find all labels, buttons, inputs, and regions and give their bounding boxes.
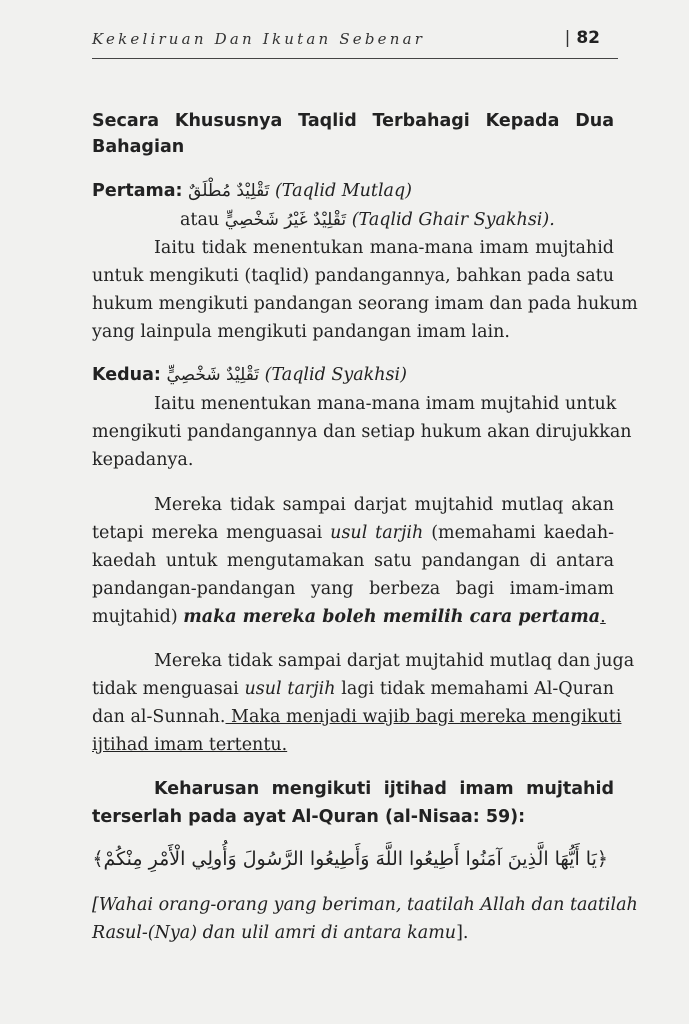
pertama-transliteration: (Taqlid Mutlaq) xyxy=(274,181,413,201)
section-heading-line2: Bahagian xyxy=(92,137,185,157)
header-title: Kekeliruan Dan Ikutan Sebenar xyxy=(92,30,426,48)
para2-line2 xyxy=(92,681,614,699)
para1-line4: pandangan-pandangan yang berbeza bagi imam-imam xyxy=(92,579,614,599)
para2-line3 xyxy=(92,709,621,727)
page-number-value: 82 xyxy=(576,28,600,48)
para1-usul-tarjih: usul tarjih xyxy=(330,523,424,543)
para2-line3-a: dan al-Sunnah. xyxy=(92,707,226,727)
pertama-text-line3: hukum mengikuti pandangan seorang imam dan pada hukum xyxy=(92,294,638,314)
kedua-text-line2: mengikuti pandangannya dan setiap hukum akan dirujukkan xyxy=(92,422,632,442)
para1-line5-a: mujtahid) xyxy=(92,607,184,627)
atau-row xyxy=(180,212,555,230)
para2-underlined-start: Maka menjadi wajib bagi mereka mengikuti xyxy=(225,707,622,727)
kedua-text-line3: kepadanya. xyxy=(92,450,194,470)
pertama-row xyxy=(92,183,412,201)
para1-emphasis: maka mereka boleh memilih cara pertama xyxy=(183,607,601,627)
header-separator: | xyxy=(564,28,571,48)
para1-line2-a: tetapi mereka menguasai xyxy=(92,523,331,543)
running-header xyxy=(92,28,618,59)
atau-word: atau xyxy=(180,210,220,230)
translation-line1: [Wahai orang-orang yang beriman, taatilah Allah dan taatilah xyxy=(92,895,638,915)
keharusan-line2: terserlah pada ayat Al-Quran (al-Nisaa: 59): xyxy=(92,807,526,827)
para2-line4: ijtihad imam tertentu. xyxy=(92,735,288,755)
para1-line5-c: . xyxy=(600,607,606,627)
kedua-label: Kedua: xyxy=(92,365,161,385)
pertama-text-line4: yang lainpula mengikuti pandangan imam lain. xyxy=(92,322,510,342)
keharusan-line1: Keharusan mengikuti ijtihad imam mujtahid xyxy=(154,779,614,799)
pertama-arabic: تَقْلِيْدٌ مُطْلَقٌ xyxy=(188,181,270,201)
para2-line2-c: lagi tidak memahami Al-Quran xyxy=(335,679,614,699)
para1-line3: kaedah untuk mengutamakan satu pandangan di antara xyxy=(92,551,614,571)
para1-line2 xyxy=(92,525,614,543)
para1-line5 xyxy=(92,609,606,627)
para2-line1: Mereka tidak sampai darjat mujtahid mutlaq dan juga xyxy=(154,651,635,671)
pertama-arabic-alt: تَقْلِيْدٌ غَيْرُ شَخْصِيٍّ xyxy=(224,210,347,230)
pertama-text-line2: untuk mengikuti (taqlid) pandangannya, bahkan pada satu xyxy=(92,266,614,286)
para1-line2-c: (memahami kaedah- xyxy=(423,523,614,543)
pertama-text-line1: Iaitu tidak menentukan mana-mana imam mujtahid xyxy=(154,238,614,258)
pertama-label: Pertama: xyxy=(92,181,183,201)
para2-usul-tarjih: usul tarjih xyxy=(244,679,336,699)
kedua-arabic: تَقْلِيْدٌ شَخْصِيٍّ xyxy=(166,365,260,385)
pertama-transliteration-alt: (Taqlid Ghair Syakhsi). xyxy=(351,210,555,230)
page-number xyxy=(565,28,600,48)
translation-line2-b: ]. xyxy=(456,923,469,943)
section-heading-line1: Secara Khususnya Taqlid Terbahagi Kepada Dua xyxy=(92,111,614,131)
translation-line2 xyxy=(92,925,468,943)
translation-line2-a: Rasul-(Nya) dan ulil amri di antara kamu xyxy=(92,923,457,943)
para1-line1: Mereka tidak sampai darjat mujtahid mutlaq akan xyxy=(154,495,614,515)
kedua-text-line1: Iaitu menentukan mana-mana imam mujtahid untuk xyxy=(154,394,617,414)
kedua-row xyxy=(92,367,407,385)
para2-line2-a: tidak menguasai xyxy=(92,679,245,699)
kedua-transliteration: (Taqlid Syakhsi) xyxy=(264,365,407,385)
quran-verse: ﴿يَا أَيُّهَا الَّذِينَ آمَنُوا أَطِيعُوا اللَّهَ وَأَطِيعُوا الرَّسُولَ وَأُولِي الْأَمْرِ مِنْكُمْ﴾ xyxy=(92,848,608,870)
